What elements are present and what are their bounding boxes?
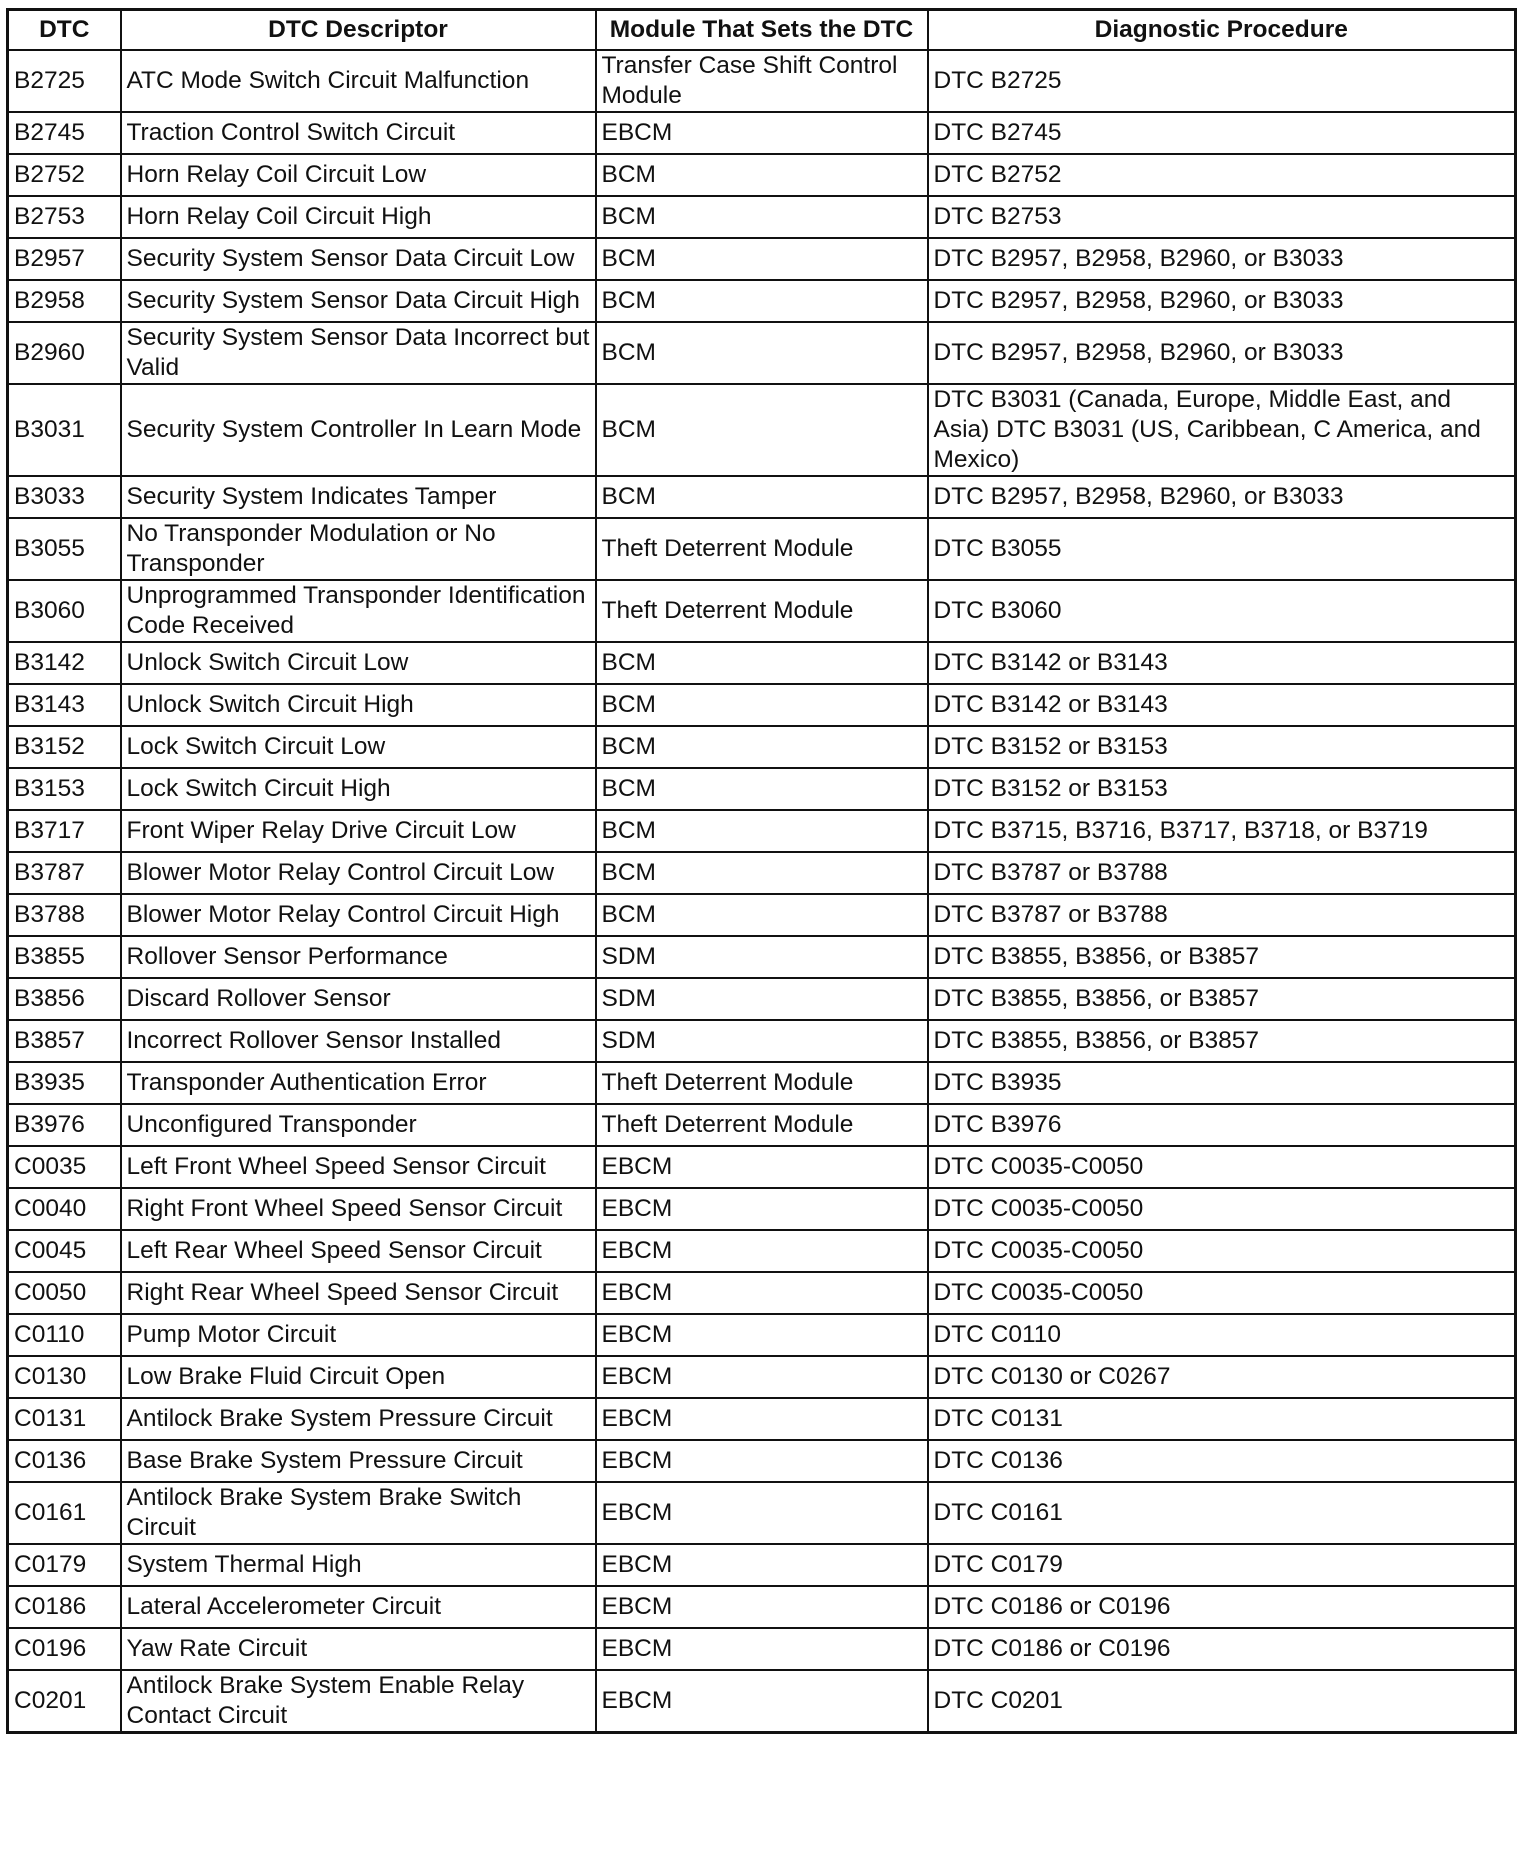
table-row bbox=[8, 518, 1516, 580]
cell-dtc: B3787 bbox=[8, 852, 121, 894]
table-body bbox=[8, 50, 1516, 1733]
cell-dtc: B3788 bbox=[8, 894, 121, 936]
cell-descriptor: Right Rear Wheel Speed Sensor Circuit bbox=[121, 1272, 596, 1314]
cell-module: BCM bbox=[596, 238, 928, 280]
cell-module: EBCM bbox=[596, 1670, 928, 1733]
cell-dtc: B2958 bbox=[8, 280, 121, 322]
cell-module: EBCM bbox=[596, 1314, 928, 1356]
cell-descriptor: Discard Rollover Sensor bbox=[121, 978, 596, 1020]
cell-descriptor: Blower Motor Relay Control Circuit High bbox=[121, 894, 596, 936]
cell-dtc: C0161 bbox=[8, 1482, 121, 1544]
cell-procedure: DTC B3152 or B3153 bbox=[928, 768, 1516, 810]
cell-module: EBCM bbox=[596, 1628, 928, 1670]
cell-procedure: DTC B3976 bbox=[928, 1104, 1516, 1146]
table-row bbox=[8, 280, 1516, 322]
table-row bbox=[8, 642, 1516, 684]
table-row bbox=[8, 1440, 1516, 1482]
cell-procedure: DTC C0035-C0050 bbox=[928, 1146, 1516, 1188]
cell-module: BCM bbox=[596, 726, 928, 768]
table-row bbox=[8, 322, 1516, 384]
cell-dtc: B2957 bbox=[8, 238, 121, 280]
table-row bbox=[8, 580, 1516, 642]
table-row bbox=[8, 978, 1516, 1020]
table-row bbox=[8, 1628, 1516, 1670]
cell-descriptor: Unprogrammed Transponder Identification Code Received bbox=[121, 580, 596, 642]
cell-dtc: C0136 bbox=[8, 1440, 121, 1482]
cell-module: BCM bbox=[596, 476, 928, 518]
cell-module: EBCM bbox=[596, 1356, 928, 1398]
cell-procedure: DTC C0110 bbox=[928, 1314, 1516, 1356]
cell-module: BCM bbox=[596, 684, 928, 726]
cell-procedure: DTC B2752 bbox=[928, 154, 1516, 196]
cell-dtc: B3857 bbox=[8, 1020, 121, 1062]
cell-dtc: C0201 bbox=[8, 1670, 121, 1733]
cell-dtc: C0196 bbox=[8, 1628, 121, 1670]
cell-descriptor: ATC Mode Switch Circuit Malfunction bbox=[121, 50, 596, 112]
cell-descriptor: Lock Switch Circuit Low bbox=[121, 726, 596, 768]
cell-descriptor: Yaw Rate Circuit bbox=[121, 1628, 596, 1670]
cell-dtc: C0045 bbox=[8, 1230, 121, 1272]
cell-procedure: DTC C0136 bbox=[928, 1440, 1516, 1482]
cell-descriptor: Horn Relay Coil Circuit Low bbox=[121, 154, 596, 196]
cell-descriptor: Security System Sensor Data Incorrect but Valid bbox=[121, 322, 596, 384]
table-row bbox=[8, 684, 1516, 726]
cell-module: Theft Deterrent Module bbox=[596, 580, 928, 642]
table-row bbox=[8, 936, 1516, 978]
header-module: Module That Sets the DTC bbox=[596, 10, 928, 51]
table-row bbox=[8, 1230, 1516, 1272]
cell-descriptor: Security System Indicates Tamper bbox=[121, 476, 596, 518]
cell-descriptor: Left Front Wheel Speed Sensor Circuit bbox=[121, 1146, 596, 1188]
table-row bbox=[8, 196, 1516, 238]
cell-procedure: DTC B2957, B2958, B2960, or B3033 bbox=[928, 280, 1516, 322]
cell-procedure: DTC C0161 bbox=[928, 1482, 1516, 1544]
cell-procedure: DTC B2753 bbox=[928, 196, 1516, 238]
cell-dtc: B3856 bbox=[8, 978, 121, 1020]
cell-dtc: B3031 bbox=[8, 384, 121, 476]
table-row bbox=[8, 1398, 1516, 1440]
cell-descriptor: Low Brake Fluid Circuit Open bbox=[121, 1356, 596, 1398]
cell-dtc: C0040 bbox=[8, 1188, 121, 1230]
cell-module: BCM bbox=[596, 384, 928, 476]
cell-module: BCM bbox=[596, 154, 928, 196]
cell-module: SDM bbox=[596, 936, 928, 978]
cell-procedure: DTC B3142 or B3143 bbox=[928, 642, 1516, 684]
table-row bbox=[8, 384, 1516, 476]
cell-module: SDM bbox=[596, 978, 928, 1020]
cell-dtc: B2960 bbox=[8, 322, 121, 384]
cell-descriptor: Security System Sensor Data Circuit High bbox=[121, 280, 596, 322]
table-row bbox=[8, 1272, 1516, 1314]
cell-descriptor: Transponder Authentication Error bbox=[121, 1062, 596, 1104]
cell-descriptor: Antilock Brake System Pressure Circuit bbox=[121, 1398, 596, 1440]
cell-dtc: B2725 bbox=[8, 50, 121, 112]
cell-module: EBCM bbox=[596, 1586, 928, 1628]
cell-dtc: B3033 bbox=[8, 476, 121, 518]
cell-dtc: B2752 bbox=[8, 154, 121, 196]
cell-procedure: DTC B2957, B2958, B2960, or B3033 bbox=[928, 238, 1516, 280]
cell-dtc: C0186 bbox=[8, 1586, 121, 1628]
cell-module: EBCM bbox=[596, 112, 928, 154]
cell-module: EBCM bbox=[596, 1440, 928, 1482]
cell-descriptor: Security System Controller In Learn Mode bbox=[121, 384, 596, 476]
cell-dtc: C0035 bbox=[8, 1146, 121, 1188]
cell-descriptor: Incorrect Rollover Sensor Installed bbox=[121, 1020, 596, 1062]
table-row bbox=[8, 1482, 1516, 1544]
table-row bbox=[8, 768, 1516, 810]
cell-procedure: DTC B3142 or B3143 bbox=[928, 684, 1516, 726]
cell-descriptor: System Thermal High bbox=[121, 1544, 596, 1586]
cell-descriptor: Unconfigured Transponder bbox=[121, 1104, 596, 1146]
header-diagnostic-procedure: Diagnostic Procedure bbox=[928, 10, 1516, 51]
table-row bbox=[8, 894, 1516, 936]
cell-procedure: DTC C0186 or C0196 bbox=[928, 1586, 1516, 1628]
cell-dtc: C0131 bbox=[8, 1398, 121, 1440]
cell-descriptor: Horn Relay Coil Circuit High bbox=[121, 196, 596, 238]
cell-module: EBCM bbox=[596, 1544, 928, 1586]
header-dtc-descriptor: DTC Descriptor bbox=[121, 10, 596, 51]
dtc-document bbox=[6, 8, 1514, 1734]
cell-dtc: B3855 bbox=[8, 936, 121, 978]
cell-dtc: B3976 bbox=[8, 1104, 121, 1146]
table-row bbox=[8, 1146, 1516, 1188]
cell-module: BCM bbox=[596, 196, 928, 238]
cell-procedure: DTC C0035-C0050 bbox=[928, 1230, 1516, 1272]
header-row bbox=[8, 10, 1516, 51]
cell-procedure: DTC B3031 (Canada, Europe, Middle East, and Asia) DTC B3031 (US, Caribbean, C America, and Mexico) bbox=[928, 384, 1516, 476]
table-row bbox=[8, 1670, 1516, 1733]
cell-module: SDM bbox=[596, 1020, 928, 1062]
cell-module: EBCM bbox=[596, 1398, 928, 1440]
cell-procedure: DTC C0186 or C0196 bbox=[928, 1628, 1516, 1670]
cell-dtc: B3143 bbox=[8, 684, 121, 726]
dtc-table bbox=[6, 8, 1517, 1734]
cell-procedure: DTC B3787 or B3788 bbox=[928, 894, 1516, 936]
cell-dtc: B2745 bbox=[8, 112, 121, 154]
table-row bbox=[8, 154, 1516, 196]
cell-module: BCM bbox=[596, 642, 928, 684]
cell-module: Transfer Case Shift Control Module bbox=[596, 50, 928, 112]
table-row bbox=[8, 1544, 1516, 1586]
cell-dtc: B3153 bbox=[8, 768, 121, 810]
cell-module: EBCM bbox=[596, 1272, 928, 1314]
cell-descriptor: Unlock Switch Circuit High bbox=[121, 684, 596, 726]
cell-procedure: DTC C0130 or C0267 bbox=[928, 1356, 1516, 1398]
table-row bbox=[8, 1314, 1516, 1356]
table-header bbox=[8, 10, 1516, 51]
cell-descriptor: Rollover Sensor Performance bbox=[121, 936, 596, 978]
table-row bbox=[8, 50, 1516, 112]
cell-procedure: DTC B3855, B3856, or B3857 bbox=[928, 936, 1516, 978]
cell-module: BCM bbox=[596, 852, 928, 894]
table-row bbox=[8, 1020, 1516, 1062]
table-row bbox=[8, 1104, 1516, 1146]
cell-module: BCM bbox=[596, 280, 928, 322]
table-row bbox=[8, 810, 1516, 852]
cell-dtc: C0130 bbox=[8, 1356, 121, 1398]
cell-descriptor: Pump Motor Circuit bbox=[121, 1314, 596, 1356]
cell-dtc: C0179 bbox=[8, 1544, 121, 1586]
cell-module: Theft Deterrent Module bbox=[596, 1104, 928, 1146]
cell-dtc: B3935 bbox=[8, 1062, 121, 1104]
cell-dtc: C0050 bbox=[8, 1272, 121, 1314]
cell-procedure: DTC B2725 bbox=[928, 50, 1516, 112]
cell-module: Theft Deterrent Module bbox=[596, 1062, 928, 1104]
cell-procedure: DTC C0131 bbox=[928, 1398, 1516, 1440]
cell-procedure: DTC B3055 bbox=[928, 518, 1516, 580]
cell-module: EBCM bbox=[596, 1146, 928, 1188]
cell-descriptor: Right Front Wheel Speed Sensor Circuit bbox=[121, 1188, 596, 1230]
table-row bbox=[8, 852, 1516, 894]
cell-procedure: DTC B3855, B3856, or B3857 bbox=[928, 1020, 1516, 1062]
cell-dtc: B3060 bbox=[8, 580, 121, 642]
cell-procedure: DTC B3152 or B3153 bbox=[928, 726, 1516, 768]
header-dtc: DTC bbox=[8, 10, 121, 51]
cell-procedure: DTC C0179 bbox=[928, 1544, 1516, 1586]
cell-procedure: DTC C0201 bbox=[928, 1670, 1516, 1733]
table-row bbox=[8, 1356, 1516, 1398]
cell-dtc: B3152 bbox=[8, 726, 121, 768]
cell-descriptor: Blower Motor Relay Control Circuit Low bbox=[121, 852, 596, 894]
cell-descriptor: Traction Control Switch Circuit bbox=[121, 112, 596, 154]
cell-descriptor: Antilock Brake System Enable Relay Contact Circuit bbox=[121, 1670, 596, 1733]
cell-procedure: DTC B2957, B2958, B2960, or B3033 bbox=[928, 322, 1516, 384]
cell-descriptor: Lock Switch Circuit High bbox=[121, 768, 596, 810]
table-row bbox=[8, 238, 1516, 280]
cell-procedure: DTC B3935 bbox=[928, 1062, 1516, 1104]
cell-module: BCM bbox=[596, 322, 928, 384]
cell-procedure: DTC B2957, B2958, B2960, or B3033 bbox=[928, 476, 1516, 518]
cell-module: EBCM bbox=[596, 1482, 928, 1544]
table-row bbox=[8, 726, 1516, 768]
cell-procedure: DTC B3855, B3856, or B3857 bbox=[928, 978, 1516, 1020]
table-row bbox=[8, 1062, 1516, 1104]
cell-module: EBCM bbox=[596, 1188, 928, 1230]
cell-dtc: C0110 bbox=[8, 1314, 121, 1356]
cell-module: BCM bbox=[596, 810, 928, 852]
cell-descriptor: Front Wiper Relay Drive Circuit Low bbox=[121, 810, 596, 852]
cell-dtc: B2753 bbox=[8, 196, 121, 238]
cell-procedure: DTC C0035-C0050 bbox=[928, 1272, 1516, 1314]
cell-procedure: DTC B3060 bbox=[928, 580, 1516, 642]
table-row bbox=[8, 1586, 1516, 1628]
cell-procedure: DTC B2745 bbox=[928, 112, 1516, 154]
cell-descriptor: No Transponder Modulation or No Transponder bbox=[121, 518, 596, 580]
cell-module: BCM bbox=[596, 894, 928, 936]
table-row bbox=[8, 476, 1516, 518]
cell-dtc: B3142 bbox=[8, 642, 121, 684]
table-row bbox=[8, 112, 1516, 154]
cell-module: EBCM bbox=[596, 1230, 928, 1272]
cell-descriptor: Left Rear Wheel Speed Sensor Circuit bbox=[121, 1230, 596, 1272]
cell-descriptor: Lateral Accelerometer Circuit bbox=[121, 1586, 596, 1628]
cell-descriptor: Base Brake System Pressure Circuit bbox=[121, 1440, 596, 1482]
cell-dtc: B3055 bbox=[8, 518, 121, 580]
cell-descriptor: Antilock Brake System Brake Switch Circuit bbox=[121, 1482, 596, 1544]
cell-descriptor: Security System Sensor Data Circuit Low bbox=[121, 238, 596, 280]
cell-module: BCM bbox=[596, 768, 928, 810]
table-row bbox=[8, 1188, 1516, 1230]
cell-descriptor: Unlock Switch Circuit Low bbox=[121, 642, 596, 684]
cell-dtc: B3717 bbox=[8, 810, 121, 852]
cell-module: Theft Deterrent Module bbox=[596, 518, 928, 580]
cell-procedure: DTC B3715, B3716, B3717, B3718, or B3719 bbox=[928, 810, 1516, 852]
cell-procedure: DTC C0035-C0050 bbox=[928, 1188, 1516, 1230]
cell-procedure: DTC B3787 or B3788 bbox=[928, 852, 1516, 894]
